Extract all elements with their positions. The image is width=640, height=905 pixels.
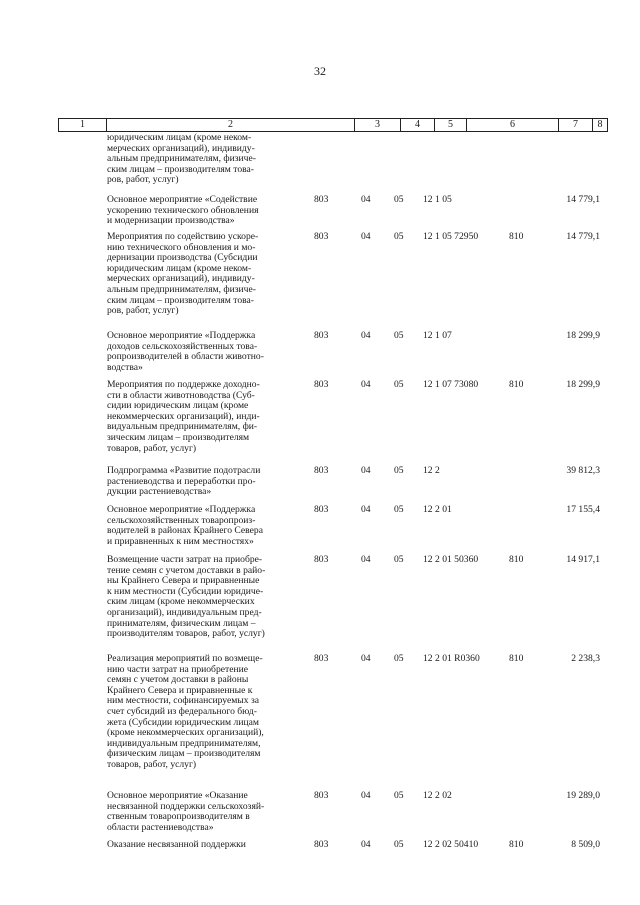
header-col-1: 1 (80, 119, 85, 130)
row-expense-type: 810 (509, 653, 524, 664)
header-col-8: 8 (592, 119, 607, 131)
row-target-article: 12 1 05 72950 (423, 231, 479, 242)
row-description: Основное мероприятие «Оказание несвязанной поддержки сельскохозяй- ственным товаропроизводителям в области растениеводства» (107, 790, 265, 833)
row-subsection-code: 05 (394, 194, 404, 205)
row-target-article: 12 2 01 (423, 504, 452, 515)
row-subsection-code: 05 (394, 231, 404, 242)
row-subsection-code: 05 (394, 790, 404, 801)
row-ministry-code: 803 (314, 653, 329, 664)
row-target-article: 12 1 05 (423, 194, 452, 205)
row-ministry-code: 803 (314, 330, 329, 341)
row-amount: 2 238,3 (571, 653, 600, 664)
row-ministry-code: 803 (314, 465, 329, 476)
page-number: 32 (314, 64, 326, 78)
row-ministry-code: 803 (314, 554, 329, 565)
row-target-article: 12 2 01 R0360 (423, 653, 480, 664)
row-description: Реализация мероприятий по возмеще- нию части затрат на приобретение семян с учетом доставки в районы Крайнего Севера и приравненные к ним местности, софинансируемых за счет субсидий из федерального бюд- жета (Субсидии юридическим лицам (кроме некоммерческих организаций), индивидуальным предпринимателям, физическим лицам – производителям товаров, работ, услуг) (107, 653, 264, 770)
header-col-6: 6 (466, 119, 558, 131)
row-ministry-code: 803 (314, 194, 329, 205)
row-ministry-code: 803 (314, 790, 329, 801)
row-amount: 19 289,0 (566, 790, 600, 801)
header-col-3: 3 (354, 119, 400, 131)
row-ministry-code: 803 (314, 379, 329, 390)
row-target-article: 12 1 07 73080 (423, 379, 479, 390)
row-ministry-code: 803 (314, 839, 329, 850)
row-expense-type: 810 (509, 839, 524, 850)
row-section-code: 04 (361, 379, 371, 390)
row-ministry-code: 803 (314, 504, 329, 515)
row-target-article: 12 2 01 50360 (423, 554, 479, 565)
row-section-code: 04 (361, 839, 371, 850)
row-description: Мероприятия по содействию ускоре- нию технического обновления и мо- дернизации производства (Субсидии юридическим лицам (кроме неком- мерческих организаций), индивиду- альным предпринимателям, физиче- ским лицам – производителям това- ров, работ, услуг) (107, 231, 259, 317)
header-col-4: 4 (400, 119, 434, 131)
row-amount: 39 812,3 (566, 465, 600, 476)
row-description: Подпрограмма «Развитие подотрасли растениеводства и переработки про- дукции растениеводства» (107, 465, 261, 498)
row-target-article: 12 1 07 (423, 330, 452, 341)
row-description: Основное мероприятие «Поддержка доходов сельскохозяйственных това- ропроизводителей в области животно- водства» (107, 330, 264, 373)
row-subsection-code: 05 (394, 504, 404, 515)
header-col-2: 2 (106, 119, 354, 131)
row-target-article: 12 2 (423, 465, 440, 476)
header-col-7: 7 (558, 119, 592, 131)
row-description: Мероприятия по поддержке доходно- сти в области животноводства (Суб- сидии юридическим лицам (кроме некоммерческих организаций), инди- видуальным предпринимателям, фи- зическим лицам – производителям товаров, работ, услуг) (107, 379, 260, 454)
row-expense-type: 810 (509, 379, 524, 390)
row-subsection-code: 05 (394, 465, 404, 476)
row-amount: 14 917,1 (566, 554, 600, 565)
row-description: Основное мероприятие «Поддержка сельскохозяйственных товаропроиз- водителей в районах Крайнего Севера и приравненных к ним местностях» (107, 504, 263, 547)
row-section-code: 04 (361, 554, 371, 565)
row-amount: 8 509,0 (571, 839, 600, 850)
table-header-row (58, 118, 608, 132)
row-target-article: 12 2 02 50410 (423, 839, 479, 850)
row-subsection-code: 05 (394, 839, 404, 850)
row-amount: 14 779,1 (566, 194, 600, 205)
row-subsection-code: 05 (394, 330, 404, 341)
row-expense-type: 810 (509, 554, 524, 565)
row-expense-type: 810 (509, 231, 524, 242)
row-target-article: 12 2 02 (423, 790, 452, 801)
row-description: Возмещение части затрат на приобре- тение семян с учетом доставки в райо- ны Крайнего Севера и приравненные к ним местности (Субсидии юридиче- ским лицам (кроме некоммерческих организаций), индивидуальным пред- принимателям, физическим лицам – производителям товаров, работ, услуг) (107, 554, 266, 640)
row-section-code: 04 (361, 790, 371, 801)
row-section-code: 04 (361, 504, 371, 515)
row-section-code: 04 (361, 231, 371, 242)
row-subsection-code: 05 (394, 554, 404, 565)
row-amount: 18 299,9 (566, 379, 600, 390)
row-subsection-code: 05 (394, 379, 404, 390)
row-section-code: 04 (361, 465, 371, 476)
row-section-code: 04 (361, 653, 371, 664)
row-description: Оказание несвязанной поддержки (107, 839, 246, 850)
row-ministry-code: 803 (314, 231, 329, 242)
row-amount: 18 299,9 (566, 330, 600, 341)
row-description: юридическим лицам (кроме неком- мерческих организаций), индивиду- альным предпринимателям, физиче- ским лицам – производителям това- ров, работ, услуг) (107, 132, 256, 186)
row-section-code: 04 (361, 194, 371, 205)
row-amount: 17 155,4 (566, 504, 600, 515)
row-section-code: 04 (361, 330, 371, 341)
row-amount: 14 779,1 (566, 231, 600, 242)
header-col-5: 5 (434, 119, 466, 131)
row-description: Основное мероприятие «Содействие ускорению технического обновления и модернизации производства» (107, 194, 259, 227)
row-subsection-code: 05 (394, 653, 404, 664)
